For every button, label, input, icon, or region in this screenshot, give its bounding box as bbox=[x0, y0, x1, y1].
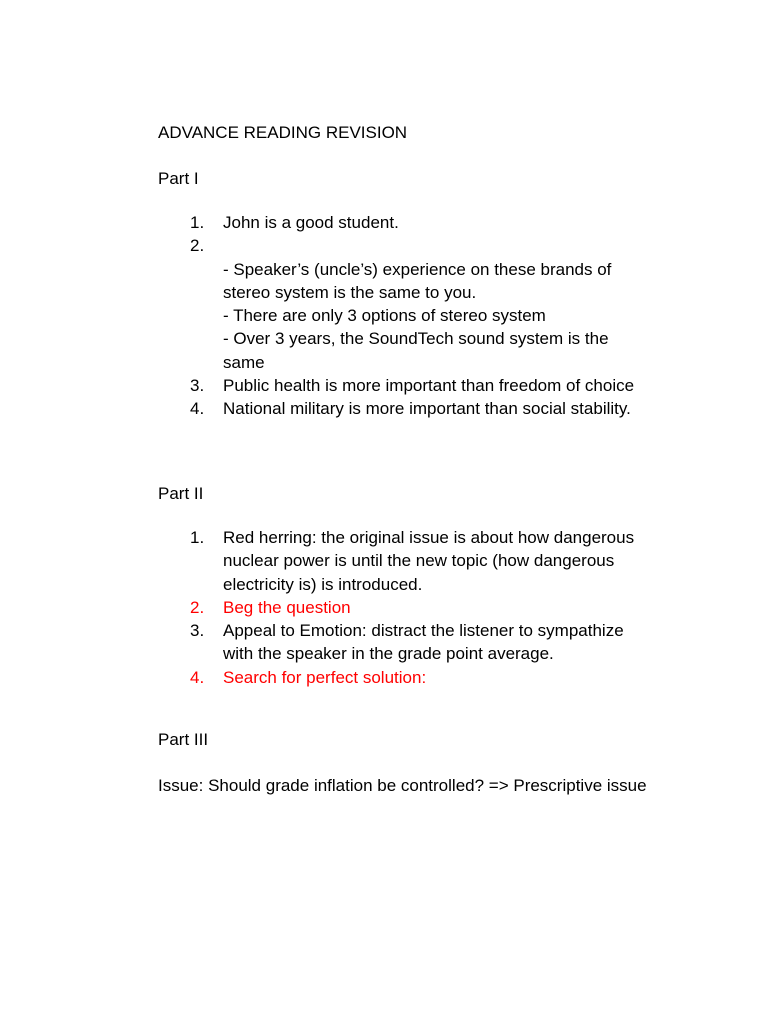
list-item bbox=[158, 596, 648, 619]
list-item-number: 2. bbox=[190, 236, 205, 256]
sub-point: - Over 3 years, the SoundTech sound system is the same bbox=[223, 329, 609, 372]
list-item bbox=[158, 619, 648, 666]
list-item bbox=[158, 211, 648, 234]
list-item-text: Search for perfect solution: bbox=[223, 667, 427, 687]
list-item-number: 3. bbox=[190, 621, 205, 641]
list-item-number: 1. bbox=[190, 528, 205, 547]
list-item-number: 2. bbox=[190, 597, 205, 617]
list-item-number: 3. bbox=[190, 376, 205, 396]
list-item-text: John is a good student. bbox=[223, 213, 399, 232]
list-item bbox=[158, 666, 648, 689]
sub-point: - Speaker’s (uncle’s) experience on these brands of stereo system is the same to you. bbox=[223, 259, 612, 302]
list-item-text: Appeal to Emotion: distract the listener to sympathize with the speaker in the grade point average. bbox=[223, 621, 624, 664]
part2-heading: Part II bbox=[158, 484, 204, 503]
part1-heading: Part I bbox=[158, 169, 199, 188]
list-item-empty-line bbox=[223, 234, 648, 257]
list-item bbox=[158, 397, 648, 420]
list-item-text bbox=[223, 234, 648, 374]
list-item-text: Public health is more important than freedom of choice bbox=[223, 376, 635, 396]
part2-list bbox=[158, 526, 648, 689]
list-item bbox=[158, 526, 648, 596]
list-item bbox=[158, 234, 648, 374]
part1-list bbox=[158, 211, 648, 421]
part3-heading: Part III bbox=[158, 730, 209, 749]
list-item-number: 4. bbox=[190, 399, 205, 419]
list-item-text: Red herring: the original issue is about how dangerous nuclear power is until the new topic (how dangerous electricity is) is introduced. bbox=[223, 528, 635, 594]
list-item bbox=[158, 374, 648, 397]
document-title: ADVANCE READING REVISION bbox=[158, 123, 408, 142]
list-item-number: 1. bbox=[190, 213, 205, 232]
list-item-text: National military is more important than social stability. bbox=[223, 399, 631, 419]
sub-point: - There are only 3 options of stereo system bbox=[223, 306, 546, 326]
list-item-number: 4. bbox=[190, 667, 205, 687]
list-item-text: Beg the question bbox=[223, 597, 351, 617]
issue-statement: Issue: Should grade inflation be controlled? => Prescriptive issue bbox=[158, 776, 647, 795]
